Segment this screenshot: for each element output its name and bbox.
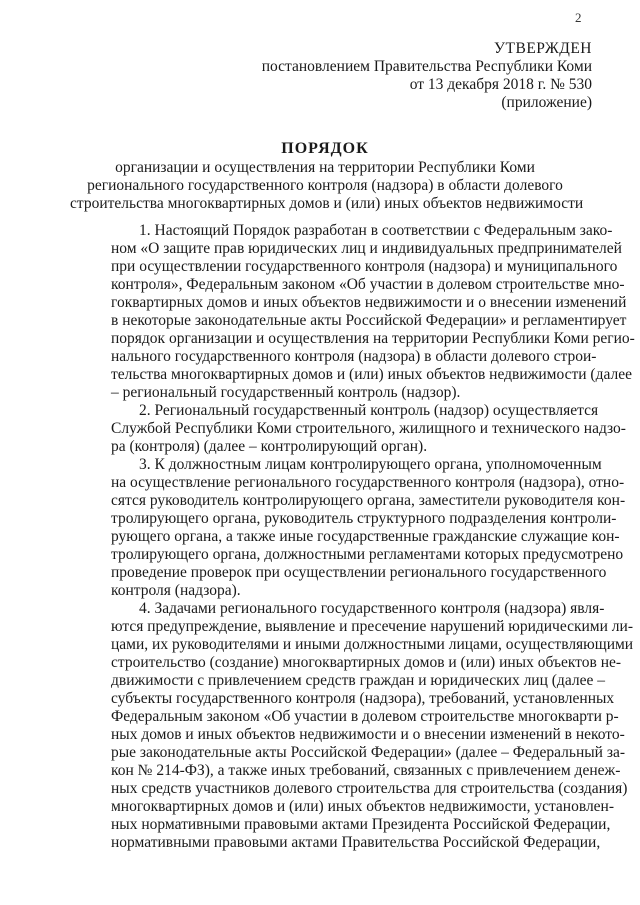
page-number: 2 bbox=[575, 10, 582, 25]
document-body bbox=[111, 222, 635, 852]
paragraph-line: рующего органа, а также иные государственные гражданские служащие кон- bbox=[111, 528, 620, 545]
paragraph-line: тролирующего органа, руководитель структурного подразделения контроли- bbox=[111, 510, 617, 527]
paragraph-line: ются предупреждение, выявление и пресечение нарушений юридическими ли- bbox=[111, 618, 633, 635]
paragraph-line: нального государственного контроля (надзора) в области долевого строи- bbox=[111, 348, 597, 365]
document-subtitle bbox=[70, 159, 584, 213]
subtitle-line: регионального государственного контроля (надзора) в области долевого bbox=[87, 177, 563, 194]
paragraph-line: гоквартирных домов и иных объектов недвижимости и о внесении изменений bbox=[111, 294, 627, 311]
paragraph-line: 1. Настоящий Порядок разработан в соответствии с Федеральным зако- bbox=[139, 222, 613, 239]
paragraph-line: сятся руководитель контролирующего органа, заместители руководителя кон- bbox=[111, 492, 626, 509]
paragraph-line: кон № 214-ФЗ), а также иных требований, связанных с привлечением денеж- bbox=[111, 762, 621, 779]
approval-line: постановлением Правительства Республики Коми bbox=[261, 58, 592, 75]
paragraph-line: ных средств участников долевого строительства для строительства (создания) bbox=[111, 780, 628, 797]
approval-stamp bbox=[262, 40, 592, 112]
paragraph-line: цами, их руководителями и иными должностными лицами, осуществляющими bbox=[111, 636, 634, 653]
paragraph-line: 3. К должностным лицам контролирующего органа, уполномоченным bbox=[139, 456, 602, 473]
paragraph-line: ных домов и иных объектов недвижимости и о внесении изменений в некото- bbox=[111, 726, 625, 743]
approval-line: (приложение) bbox=[501, 94, 592, 111]
paragraph-line: субъекты государственного контроля (надзора), требований, установленных bbox=[111, 690, 615, 707]
paragraph-line: нормативными правовыми актами Правительства Российской Федерации, bbox=[111, 834, 601, 851]
paragraph-line: тролирующего органа, должностными регламентами которых предусмотрено bbox=[111, 546, 624, 563]
paragraph-line: ных нормативными правовыми актами Президента Российской Федерации, bbox=[111, 816, 611, 833]
paragraph-line: 2. Региональный государственный контроль (надзор) осуществляется bbox=[139, 402, 599, 419]
subtitle-line: организации и осуществления на территории Республики Коми bbox=[115, 159, 535, 176]
document-title: ПОРЯДОК bbox=[281, 140, 369, 157]
approval-title: УТВЕРЖДЕН bbox=[494, 40, 592, 57]
paragraph-line: при осуществлении государственного контроля (надзора) и муниципального bbox=[111, 258, 618, 275]
paragraph-line: Службой Республики Коми строительного, жилищного и технического надзо- bbox=[111, 420, 626, 437]
paragraph-line: тельства многоквартирных домов и (или) иных объектов недвижимости (далее bbox=[111, 366, 632, 383]
paragraph-line: – региональный государственный контроль (надзор). bbox=[111, 384, 461, 401]
paragraph-line: ном «О защите прав юридических лиц и индивидуальных предпринимателей bbox=[111, 240, 622, 257]
paragraph-line: рые законодательные акты Российской Федерации» (далее – Федеральный за- bbox=[111, 744, 626, 761]
paragraph-line: многоквартирных домов и (или) иных объектов недвижимости, установлен- bbox=[111, 798, 615, 815]
paragraph-line: строительство (создание) многоквартирных домов и (или) иных объектов не- bbox=[111, 654, 622, 671]
paragraph-line: контроля (надзора). bbox=[111, 582, 241, 599]
paragraph-line: ра (контроля) (далее – контролирующий орган). bbox=[111, 438, 428, 455]
paragraph-line: проведение проверок при осуществлении регионального государственного bbox=[111, 564, 607, 581]
approval-line: от 13 декабря 2018 г. № 530 bbox=[409, 76, 592, 93]
paragraph-line: в некоторые законодательные акты Российской Федерации» и регламентирует bbox=[111, 312, 627, 329]
paragraph-line: контроля», Федеральным законом «Об участии в долевом строительстве мно- bbox=[111, 276, 625, 293]
document-header bbox=[70, 140, 584, 213]
paragraph-line: порядок организации и осуществления на территории Республики Коми регио- bbox=[111, 330, 635, 347]
paragraph-line: на осуществление регионального государственного контроля (надзора), отно- bbox=[111, 474, 625, 491]
paragraph-line: Федеральным законом «Об участии в долевом строительстве многокварти р- bbox=[111, 708, 619, 725]
paragraph-line: 4. Задачами регионального государственного контроля (надзора) явля- bbox=[139, 600, 605, 617]
subtitle-line: строительства многоквартирных домов и (или) иных объектов недвижимости bbox=[70, 195, 584, 212]
paragraph-line: движимости с привлечением средств граждан и юридических лиц (далее – bbox=[111, 672, 605, 689]
